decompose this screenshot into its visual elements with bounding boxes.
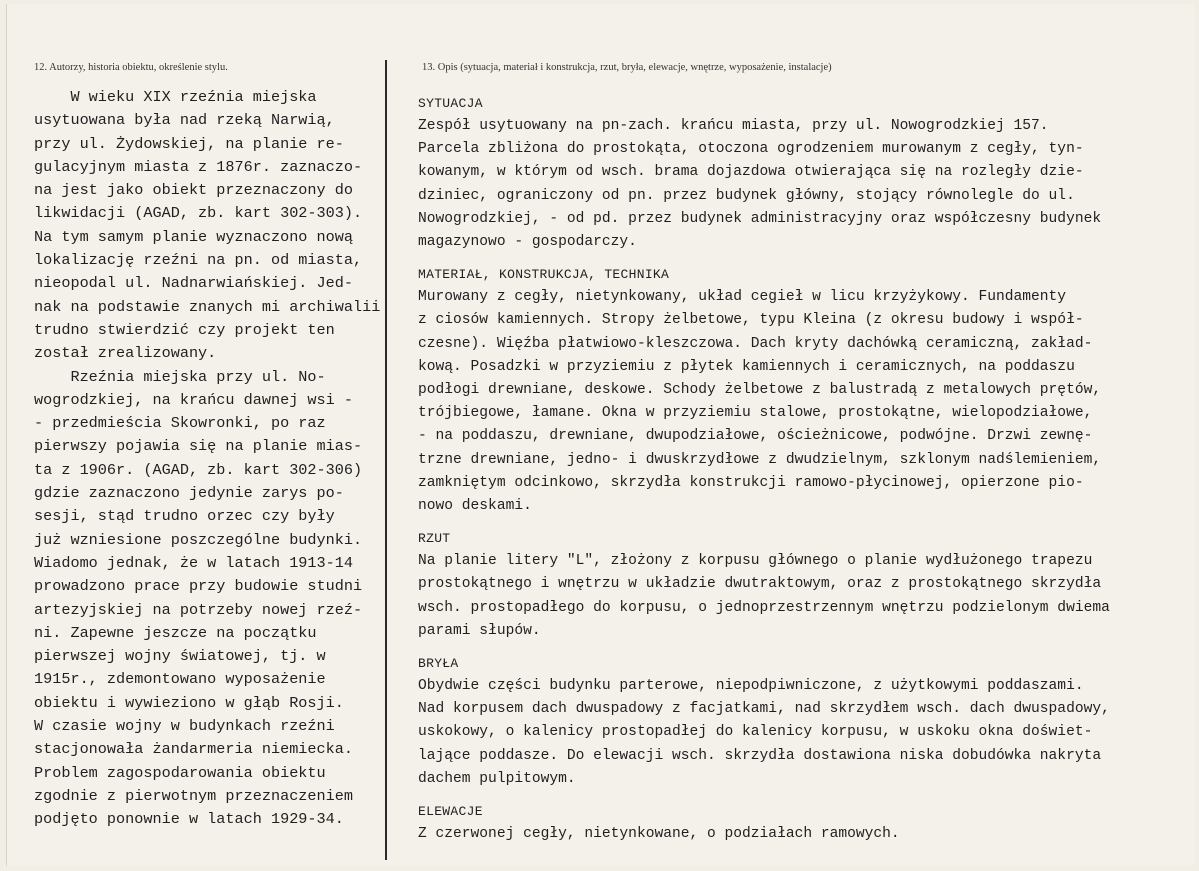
history-text-line: obiektu i wywieziono w głąb Rosji. [34, 693, 344, 712]
section-text-line: trójbiegowe, łamane. Okna w przyziemiu stalowe, prostokątne, wielopodziałowe, [418, 405, 1093, 422]
section-text-line: - na poddaszu, drewniane, dwupodziałowe, ościeżnicowe, podwójne. Drzwi zewnę- [418, 428, 1093, 445]
section-text-line: z ciosów kamiennych. Stropy żelbetowe, typu Kleina (z okresu budowy i współ- [418, 312, 1084, 329]
history-text-line: już wzniesione poszczególne budynki. [34, 530, 363, 549]
column-divider [385, 60, 387, 860]
history-text-line: ta z 1906r. (AGAD, zb. kart 302-306) [34, 460, 363, 479]
section-text-line: nowo deskami. [418, 498, 532, 515]
section-text-line: lające poddasze. Do elewacji wsch. skrzydła dostawiona niska dobudówka nakryta [418, 747, 1102, 764]
history-text-line: przy ul. Żydowskiej, na planie re- [34, 134, 344, 153]
history-text-line: Rzeźnia miejska przy ul. No- [34, 367, 326, 386]
section-text-line: kowanym, w którym od wsch. brama dojazdowa otwierająca się na rozległy dzie- [418, 164, 1084, 181]
section-text-line: Nowogrodzkiej, - od pd. przez budynek administracyjny oraz współczesny budynek [418, 210, 1102, 227]
history-text-line: pierwszej wojny światowej, tj. w [34, 647, 326, 666]
section-text-line: parami słupów. [418, 622, 541, 639]
section-text-line: Murowany z cegły, nietynkowany, układ cegieł w licu krzyżykowy. Fundamenty [418, 289, 1067, 306]
history-text-line: nieopodal ul. Nadnarwiańskiej. Jed- [34, 274, 353, 293]
section-text-line: uskokowy, o kalenicy prostopadłej do kalenicy korpusu, w uskoku okna doświet- [418, 724, 1093, 741]
history-text-line: pierwszy pojawia się na planie mias- [34, 437, 363, 456]
history-text-line: - przedmieścia Skowronki, po raz [34, 414, 326, 433]
history-text-line: gulacyjnym miasta z 1876r. zaznaczo- [34, 157, 363, 176]
history-text-line: W czasie wojny w budynkach rzeźni [34, 717, 335, 736]
history-column [34, 86, 384, 832]
history-text-line: podjęto ponownie w latach 1929-34. [34, 810, 344, 829]
history-text-line: prowadzono prace przy budowie studni [34, 577, 363, 596]
right-column-header: 13. Opis (sytuacja, materiał i konstrukcja, rzut, bryła, elewacje, wnętrze, wyposażenie, instalacje) [422, 62, 832, 73]
section-title: BRYŁA [418, 656, 459, 672]
history-text-line: na jest jako obiekt przeznaczony do [34, 181, 353, 200]
section-title: RZUT [418, 531, 451, 547]
section-text-line: Na planie litery "L", złożony z korpusu głównego o planie wydłużonego trapezu [418, 553, 1093, 570]
section-text-line: prostokątnego i wnętrzu w układzie dwutraktowym, oraz z prostokątnego skrzydła [418, 576, 1102, 593]
section-text-line: czesne). Więźba płatwiowo-kleszczowa. Dach kryty dachówką ceramiczną, zakład- [418, 335, 1093, 352]
description-column [418, 92, 1193, 846]
history-text-line: sesji, stąd trudno orzec czy były [34, 507, 335, 526]
history-text-line: lokalizację rzeźni na pn. od miasta, [34, 251, 363, 270]
section-spacer [418, 791, 1193, 800]
section-text-line: dziniec, ograniczony od pn. przez budynek główny, stojący równolegle do ul. [418, 187, 1075, 204]
history-text-line: stacjonowała żandarmeria niemiecka. [34, 740, 353, 759]
history-text-line: artezyjskiej na potrzeby nowej rzeź- [34, 600, 363, 619]
history-text-line: Na tym samym planie wyznaczono nową [34, 227, 353, 246]
section-text-line: Zespół usytuowany na pn-zach. krańcu miasta, przy ul. Nowogrodzkiej 157. [418, 118, 1049, 134]
section-text-line: Nad korpusem dach dwuspadowy z facjatkami, nad skrzydłem wsch. dach dwuspadowy, [418, 701, 1110, 718]
section-text-line: wsch. prostopadłego do korpusu, o jednoprzestrzennym wnętrzu podzielonym dwiema [418, 599, 1110, 616]
section-title: ELEWACJE [418, 804, 483, 820]
history-text-line: 1915r., zdemontowano wyposażenie [34, 670, 326, 689]
section-text-line: podłogi drewniane, deskowe. Schody żelbetowe z balustradą z metalowych prętów, [418, 382, 1102, 399]
section-text-line: zamkniętym odcinkowo, skrzydła konstrukcji ramowo-płycinowej, opierzone pio- [418, 474, 1084, 491]
history-text-line: Problem zagospodarowania obiektu [34, 763, 326, 782]
history-text-line: wogrodzkiej, na krańcu dawnej wsi - [34, 390, 353, 409]
section-text-line: dachem pulpitowym. [418, 770, 576, 787]
history-text-line: nak na podstawie znanych mi archiwalii [34, 297, 381, 316]
section-text-line: Z czerwonej cegły, nietynkowane, o podziałach ramowych. [418, 826, 900, 843]
history-text-line: został zrealizowany. [34, 344, 217, 363]
history-text-line: Wiadomo jednak, że w latach 1913-14 [34, 553, 353, 572]
history-text-line: zgodnie z pierwotnym przeznaczeniem [34, 786, 353, 805]
section-text-line: trzne drewniane, jedno- i dwuskrzydłowe z dwudzielnym, szklonym nadślemieniem, [418, 451, 1102, 468]
section-spacer [418, 254, 1193, 263]
history-text-line: trudno stwierdzić czy projekt ten [34, 320, 335, 339]
left-column-header: 12. Autorzy, historia obiektu, określenie stylu. [34, 62, 228, 73]
section-spacer [418, 518, 1193, 527]
history-text-line: W wieku XIX rzeźnia miejska [34, 88, 317, 106]
history-text-line: gdzie zaznaczono jedynie zarys po- [34, 484, 344, 503]
history-text-line: usytuowana była nad rzeką Narwią, [34, 111, 335, 130]
history-text-line: ni. Zapewne jeszcze na początku [34, 623, 317, 642]
section-text-line: magazynowo - gospodarczy. [418, 234, 637, 251]
section-title: MATERIAŁ, KONSTRUKCJA, TECHNIKA [418, 267, 670, 283]
section-spacer [418, 643, 1193, 652]
history-text-line: likwidacji (AGAD, zb. kart 302-303). [34, 204, 363, 223]
section-text-line: Parcela zbliżona do prostokąta, otoczona ogrodzeniem murowanym z cegły, tyn- [418, 141, 1084, 158]
section-text-line: kową. Posadzki w przyziemiu z płytek kamiennych i ceramicznych, na poddaszu [418, 358, 1075, 375]
section-text-line: Obydwie części budynku parterowe, niepodpiwniczone, z użytkowymi poddaszami. [418, 678, 1084, 695]
section-title: SYTUACJA [418, 96, 483, 111]
